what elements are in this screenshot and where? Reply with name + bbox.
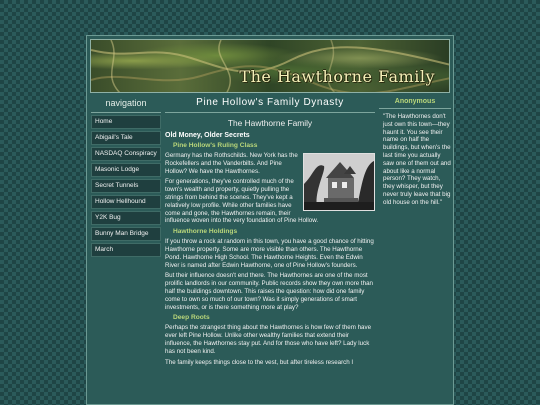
nav-item-y2k-bug[interactable]: Y2K Bug: [91, 211, 161, 225]
section-heading: Hawthorne Holdings: [173, 228, 238, 236]
anonymous-sidebar: [379, 96, 451, 207]
nav-item-home[interactable]: Home: [91, 115, 161, 129]
section-heading: Pine Hollow's Ruling Class: [173, 142, 258, 149]
nav-item-masonic-lodge[interactable]: Masonic Lodge: [91, 163, 161, 177]
section-heading: Deep Roots: [173, 314, 210, 322]
main-content: [165, 96, 375, 366]
paragraph: But their influence doesn't end there. The Hawthornes are one of the most prolific landlords in our community. Public records show they own more than half the buildings downtown. This raises the question: how did one family come to own so much of our town? Was it simply generations of smart investments, or is there something more at play?: [165, 272, 373, 311]
nav-item-abigails-tale[interactable]: Abigail's Tale: [91, 131, 161, 145]
nav-item-nasdaq-conspiracy[interactable]: NASDAQ Conspiracy: [91, 147, 161, 161]
paragraph: Perhaps the strangest thing about the Hawthornes is how few of them have ever left Pine Hollow. Unlike other wealthy families that extend their influence, the Hawthornes stay put. And for those who have left? Lady luck has not been kind.: [165, 324, 372, 355]
nav-item-hollow-hellhound[interactable]: Hollow Hellhound: [91, 195, 161, 209]
nav-item-march[interactable]: March: [91, 243, 161, 257]
page-frame: [86, 35, 454, 405]
nav-item-bunny-man-bridge[interactable]: Bunny Man Bridge: [91, 227, 161, 241]
header-banner: [90, 39, 450, 93]
article-subtitle: Old Money, Older Secrets: [165, 132, 250, 139]
nav-item-secret-tunnels[interactable]: Secret Tunnels: [91, 179, 161, 193]
article-title: The Hawthorne Family: [227, 118, 313, 128]
mansion-photo: [303, 153, 375, 211]
paragraph: For generations, they've controlled much of the town's wealth and property, quietly pulling the strings from behind the scenes. They've kept a relatively low profile. While other families have come and gone, the Hawthornes remain, their influence woven into the very foundation of Pine Hollow.: [165, 178, 319, 225]
navigation-sidebar: [91, 96, 161, 257]
page-title: Pine Hollow's Family Dynasty: [165, 96, 375, 113]
sidebar-title: Anonymous: [379, 96, 451, 109]
nav-title: navigation: [91, 96, 161, 113]
paragraph: Germany has the Rothschilds. New York has the Rockefellers and the Vanderbilts. And Pine Hollow? We have the Hawthornes.: [165, 152, 298, 175]
anonymous-quote: "The Hawthornes don't just own this town—they haunt it. You see their name on half the buildings, but when's the last time you actually saw one of them out and about like a normal person? They watch, they whisper, but they never truly leave that big old house on the hill.": [383, 113, 451, 206]
paragraph: The family keeps things close to the vest, but after tireless research I: [165, 358, 354, 366]
site-title: The Hawthorne Family: [239, 67, 435, 86]
paragraph: If you throw a rock at random in this town, you have a good chance of hitting Hawthorne property. Some are more visible than others. The Hawthorne Pond. Hawthorne High School. The Hawthorne Heights. Even the Edwin River is named after Edwin Hawthorne, one of Pine Hollow's founders.: [165, 238, 374, 269]
